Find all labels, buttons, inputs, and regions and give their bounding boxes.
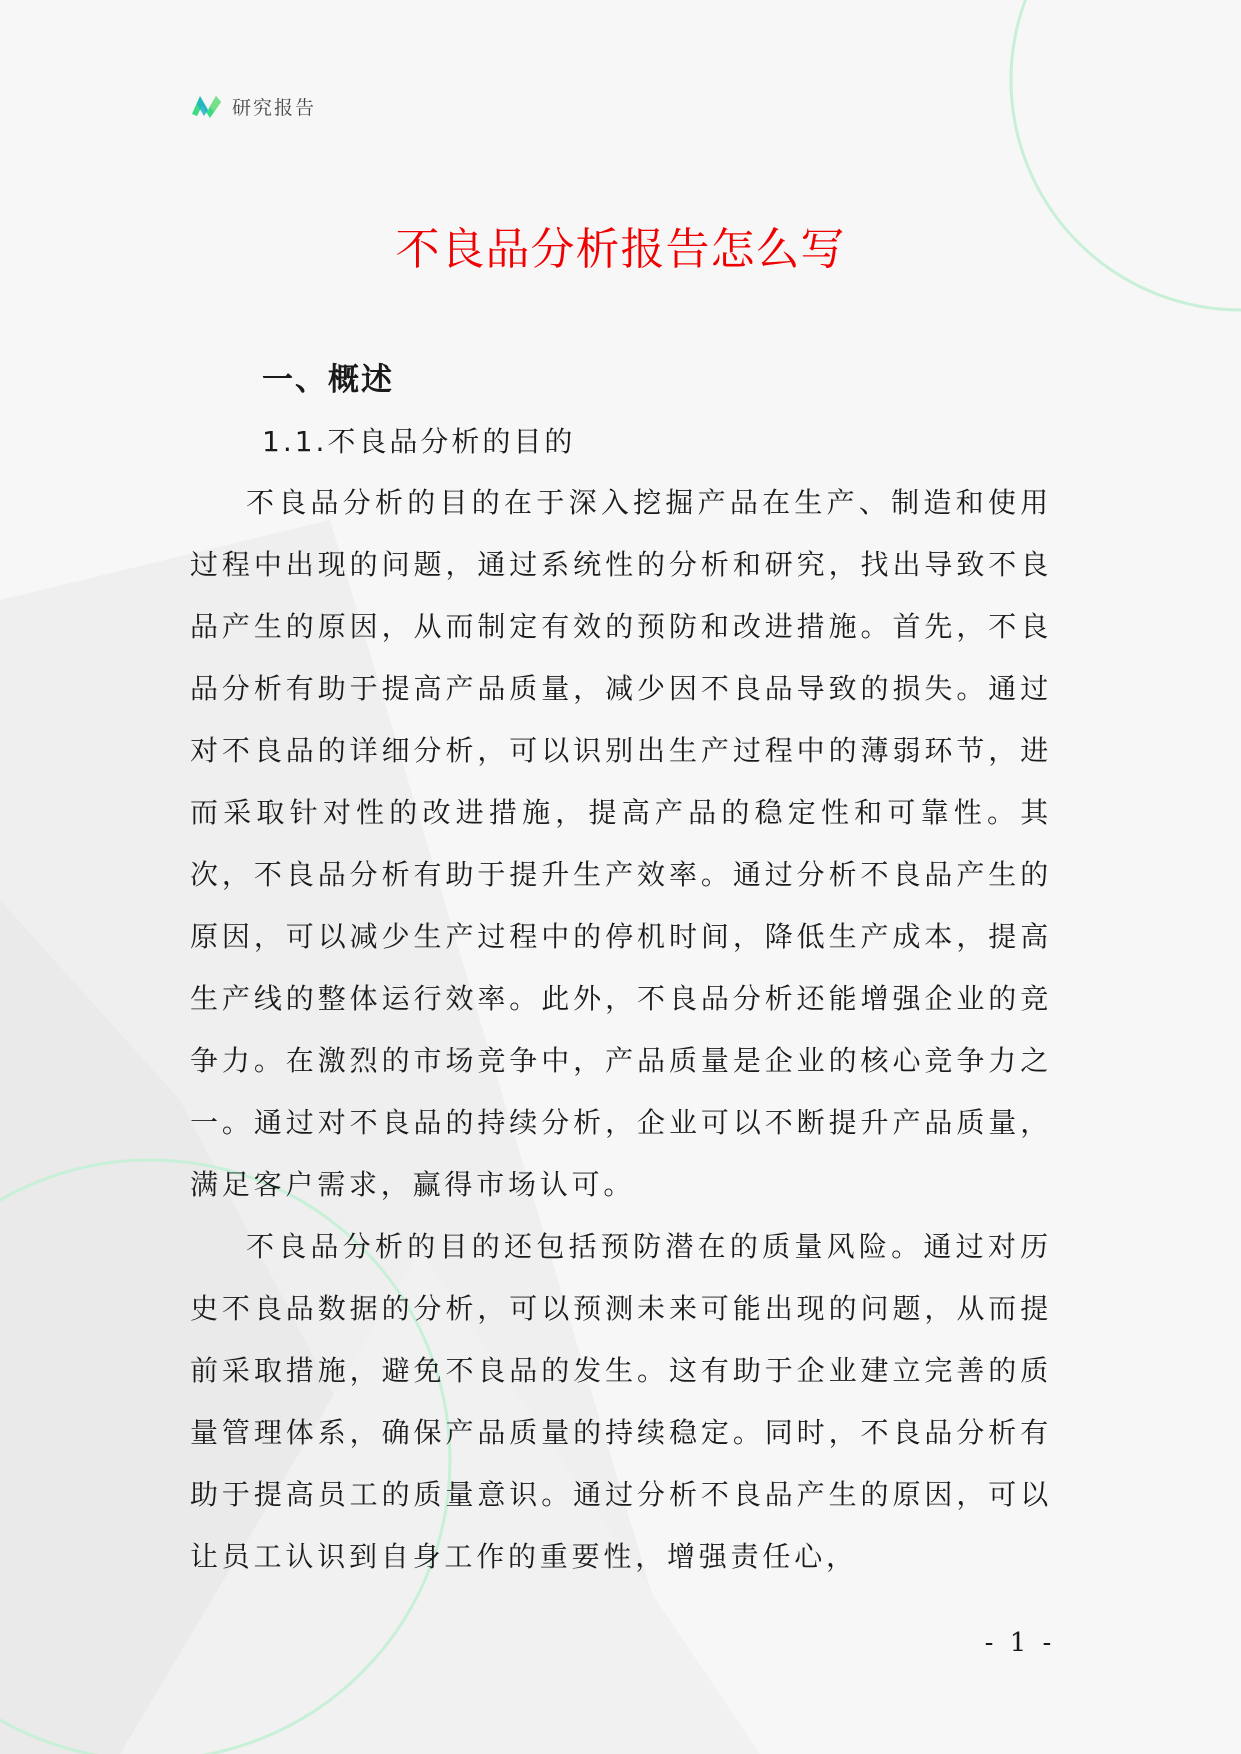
brand-logo-icon <box>188 88 224 124</box>
document-title: 不良品分析报告怎么写 <box>395 224 846 275</box>
paragraph-text: 不良品分析的目的在于深入挖掘产品在生产、制造和使用过程中出现的问题，通过系统性的分析和研究，找出导致不良品产生的原因，从而制定有效的预防和改进措施。首先，不良品分析有助于提高产品质量，减少因不良品导致的损失。通过对不良品的详细分析，可以识别出生产过程中的薄弱环节，进而采取针对性的改进措施，提高产品的稳定性和可靠性。其次，不良品分析有助于提升生产效率。通过分析不良品产生的原因，可以减少生产过程中的停机时间，降低生产成本，提高生产线的整体运行效率。此外，不良品分析还能增强企业的竞争力。在激烈的市场竞争中，产品质量是企业的核心竞争力之一。通过对不良品的持续分析，企业可以不断提升产品质量，满足客户需求，赢得市场认可。 <box>190 486 1052 1201</box>
report-header <box>188 88 316 124</box>
paragraph-text: 不良品分析的目的还包括预防潜在的质量风险。通过对历史不良品数据的分析，可以预测未来可能出现的问题，从而提前采取措施，避免不良品的发生。这有助于企业建立完善的质量管理体系，确保产品质量的持续稳定。同时，不良品分析有助于提高员工的质量意识。通过分析不良品产生的原因，可以让员工认识到自身工作的重要性，增强责任心， <box>190 1230 1052 1573</box>
body-paragraph-1 <box>190 472 1052 1216</box>
body-paragraph-2 <box>190 1216 1052 1588</box>
subsection-heading: 1.1.不良品分析的目的 <box>262 425 576 458</box>
header-label: 研究报告 <box>232 96 317 119</box>
section-heading: 一、概述 <box>262 362 394 398</box>
page-number: - 1 - <box>984 1628 1056 1658</box>
